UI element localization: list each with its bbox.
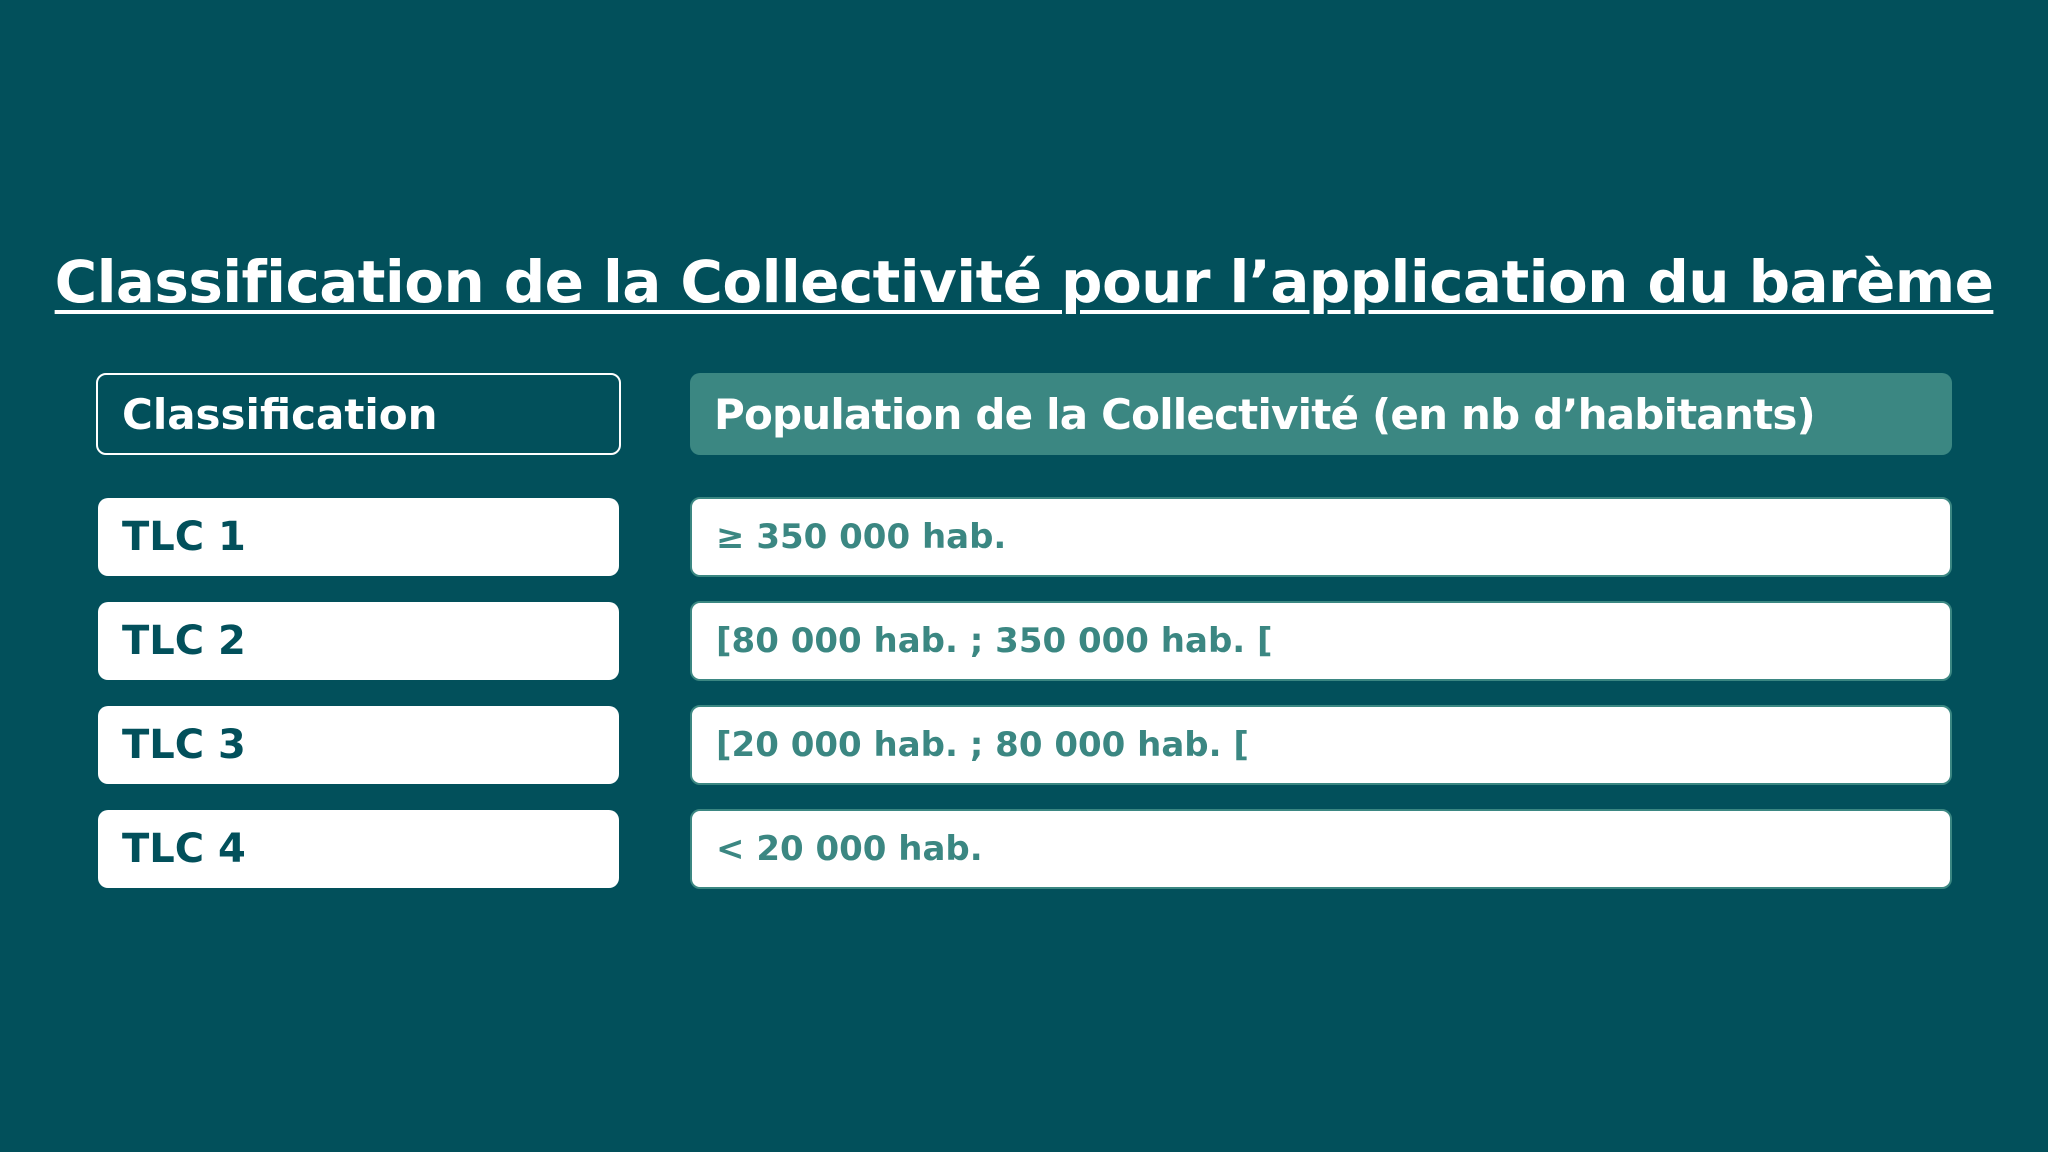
row-population-tlc1: ≥ 350 000 hab.: [690, 497, 1952, 577]
row-classification-tlc1: TLC 1: [98, 498, 619, 576]
header-classification: Classification: [96, 373, 621, 455]
row-population-tlc2: [80 000 hab. ; 350 000 hab. [: [690, 601, 1952, 681]
page-title: Classification de la Collectivité pour l’application du barème: [54, 248, 1994, 316]
row-classification-tlc3: TLC 3: [98, 706, 619, 784]
row-classification-tlc4: TLC 4: [98, 810, 619, 888]
row-classification-tlc2: TLC 2: [98, 602, 619, 680]
header-population: Population de la Collectivité (en nb d’habitants): [690, 373, 1952, 455]
row-population-tlc4: < 20 000 hab.: [690, 809, 1952, 889]
row-population-tlc3: [20 000 hab. ; 80 000 hab. [: [690, 705, 1952, 785]
